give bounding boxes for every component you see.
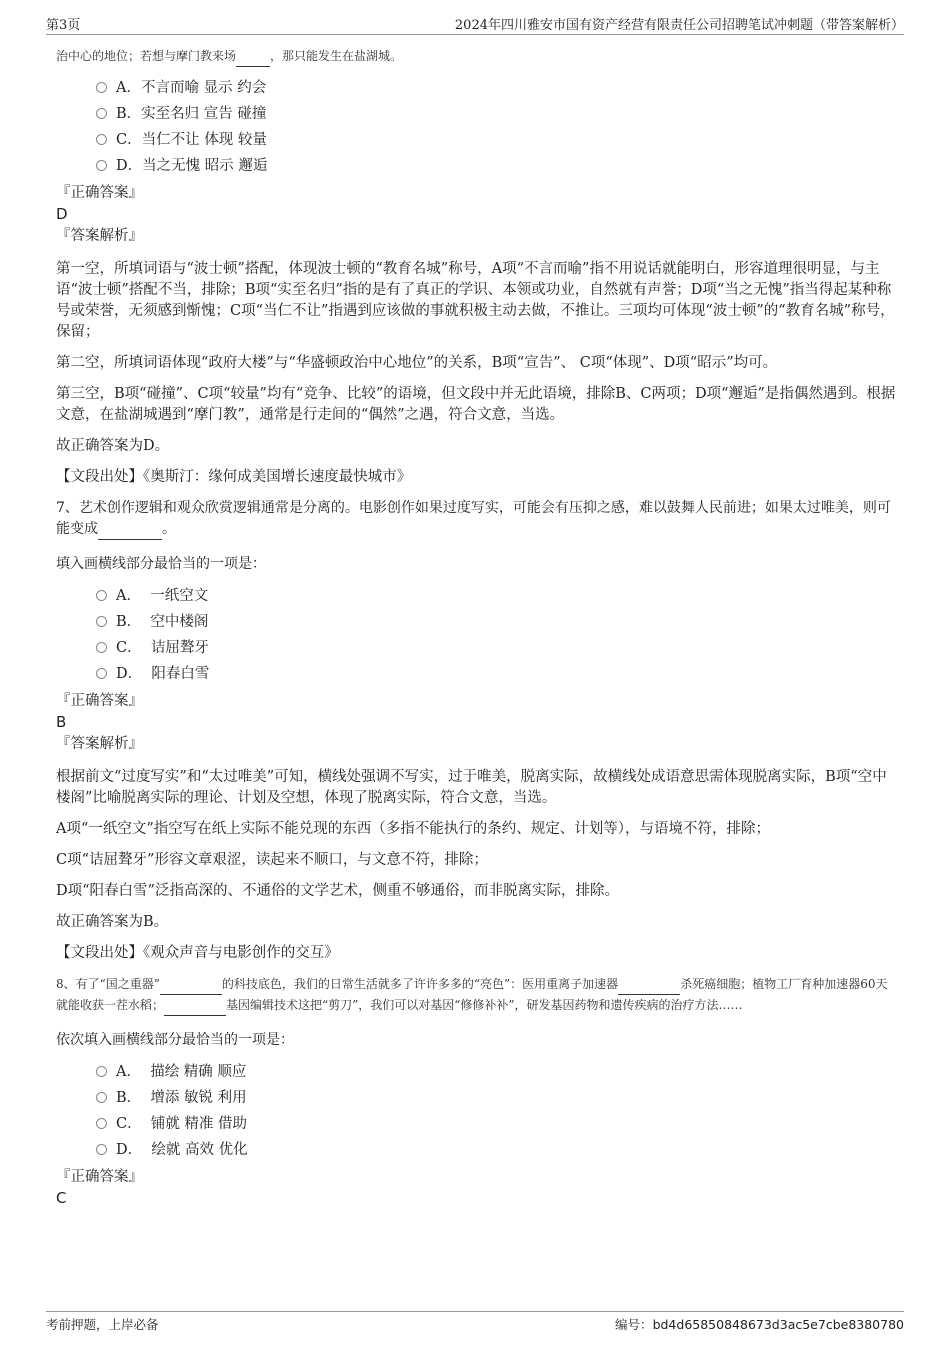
radio-icon[interactable]	[96, 134, 107, 145]
q6-answer: D	[56, 205, 68, 223]
radio-icon[interactable]	[96, 616, 107, 627]
q8-option-a[interactable]: A． 描绘 精确 顺应	[96, 1059, 896, 1085]
blank	[98, 526, 162, 540]
q8-options	[96, 1059, 896, 1163]
q7-stem: 7、艺术创作逻辑和观众欣赏逻辑通常是分离的。电影创作如果过度写实，可能会有压抑之感，难以鼓舞人民前进；如果太过唯美，则可能变成 。	[56, 498, 896, 540]
q8-answer: C	[56, 1189, 67, 1207]
q7-analysis-label: 『答案解析』	[56, 736, 143, 752]
q6-analysis-label: 『答案解析』	[56, 228, 143, 244]
blank	[618, 981, 680, 995]
radio-icon[interactable]	[96, 160, 107, 171]
q7-option-d[interactable]: D． 阳春白雪	[96, 661, 896, 687]
q7-prompt: 填入画横线部分最恰当的一项是：	[56, 556, 266, 572]
radio-icon[interactable]	[96, 1118, 107, 1129]
q6-analysis-p2: 第二空，所填词语体现“政府大楼”与“华盛顿政治中心地位”的关系，B项“宣告”、 C项“体现”、D项“昭示”均可。	[56, 355, 778, 371]
radio-icon[interactable]	[96, 108, 107, 119]
blank	[164, 1002, 226, 1016]
q6-analysis-p3: 第三空，B项“碰撞”、C项“较量”均有“竞争、比较”的语境，但文段中并无此语境，排除B、C两项；D项“邂逅”是指偶然遇到。根据文意，在盐湖城遇到“摩门教”，通常是行走间的“偶然”之遇，符合文意，当选。	[56, 386, 896, 423]
q7-analysis-p5: 故正确答案为B。	[56, 914, 169, 930]
footer-code: 编号：bd4d65850848673d3ac5e7cbe8380780	[615, 1317, 904, 1332]
q6-option-a[interactable]: A．不言而喻 显示 约会	[96, 75, 896, 101]
q6-analysis-p4: 故正确答案为D。	[56, 438, 170, 454]
q8-option-c[interactable]: C． 铺就 精准 借助	[96, 1111, 896, 1137]
q7-option-c[interactable]: C． 诘屈聱牙	[96, 635, 896, 661]
page-footer	[46, 1311, 904, 1332]
blank	[160, 981, 222, 995]
footer-slogan: 考前押题，上岸必备	[46, 1317, 159, 1332]
radio-icon[interactable]	[96, 642, 107, 653]
q7-answer: B	[56, 713, 67, 731]
radio-icon[interactable]	[96, 82, 107, 93]
radio-icon[interactable]	[96, 668, 107, 679]
radio-icon[interactable]	[96, 1144, 107, 1155]
q6-options	[96, 75, 896, 179]
q6-stem-tail: 治中心的地位；若想与摩门教来场 ，那只能发生在盐湖城。	[56, 46, 896, 67]
q7-analysis-p1: 根据前文“过度写实”和“太过唯美”可知，横线处强调不写实，过于唯美，脱离实际，故横线处成语意思需体现脱离实际，B项“空中楼阁”比喻脱离实际的理论、计划及空想，体现了脱离实际，符合文意，当选。	[56, 769, 887, 806]
page-number: 第3页	[46, 18, 81, 33]
page-content	[56, 46, 896, 1208]
q6-source: 【文段出处】《奥斯汀：缘何成美国增长速度最快城市》	[56, 469, 412, 485]
q8-stem: 8、有了“国之重器” 的科技底色，我们的日常生活就多了许许多多的“亮色”：医用重离子加速器 杀死癌细胞；植物工厂育种加速器60天就能收获一茬水稻； 基因编辑技术这把“剪刀”，我们可以对基因“修修补补”，研发基因药物和遗传疾病的治疗方法……	[56, 974, 896, 1016]
radio-icon[interactable]	[96, 1092, 107, 1103]
radio-icon[interactable]	[96, 590, 107, 601]
q7-options	[96, 583, 896, 687]
q8-option-b[interactable]: B． 增添 敏锐 利用	[96, 1085, 896, 1111]
page-header	[46, 14, 904, 35]
q6-option-b[interactable]: B．实至名归 宣告 碰撞	[96, 101, 896, 127]
q7-answer-label: 『正确答案』	[56, 693, 143, 709]
q7-option-a[interactable]: A． 一纸空文	[96, 583, 896, 609]
q7-analysis-p4: D项“阳春白雪”泛指高深的、不通俗的文学艺术，侧重不够通俗，而非脱离实际，排除。	[56, 883, 619, 899]
q8-option-d[interactable]: D． 绘就 高效 优化	[96, 1137, 896, 1163]
q6-option-c[interactable]: C．当仁不让 体现 较量	[96, 127, 896, 153]
q8-answer-label: 『正确答案』	[56, 1169, 143, 1185]
document-title: 2024年四川雅安市国有资产经营有限责任公司招聘笔试冲刺题（带答案解析）	[454, 18, 904, 33]
q7-analysis-p3: C项“诘屈聱牙”形容文章艰涩，读起来不顺口，与文意不符，排除；	[56, 852, 488, 868]
q7-option-b[interactable]: B． 空中楼阁	[96, 609, 896, 635]
blank	[236, 53, 270, 67]
q6-analysis-p1: 第一空，所填词语与“波士顿”搭配，体现波士顿的“教育名城”称号，A项“不言而喻”指不用说话就能明白，形容道理很明显，与主语“波士顿”搭配不当，排除；B项“实至名归”指的是有了真正的学识、本领或功业，自然就有声誉；D项“当之无愧”指当得起某种称号或荣誉，无须感到惭愧；C项“当仁不让”指遇到应该做的事就积极主动去做，不推让。三项均可体现“波士顿”的“教育名城”称号，保留；	[56, 261, 895, 340]
q7-source: 【文段出处】《观众声音与电影创作的交互》	[56, 945, 339, 961]
q6-option-d[interactable]: D．当之无愧 昭示 邂逅	[96, 153, 896, 179]
q6-answer-label: 『正确答案』	[56, 185, 143, 201]
q7-analysis-p2: A项“一纸空文”指空写在纸上实际不能兑现的东西（多指不能执行的条约、规定、计划等），与语境不符，排除；	[56, 821, 771, 837]
q8-prompt: 依次填入画横线部分最恰当的一项是：	[56, 1032, 294, 1048]
radio-icon[interactable]	[96, 1066, 107, 1077]
